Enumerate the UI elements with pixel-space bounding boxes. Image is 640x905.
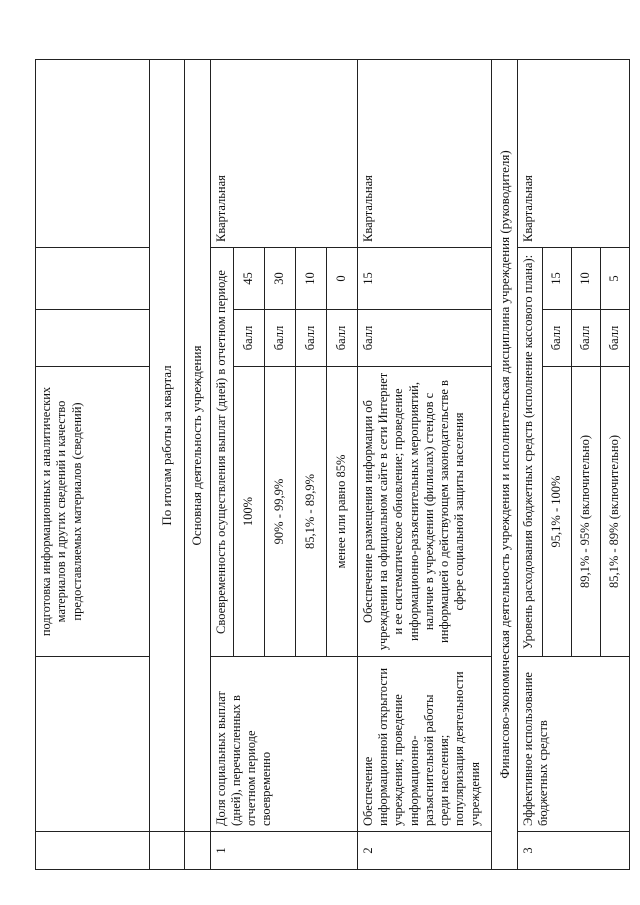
points-cell: 15 — [357, 248, 492, 310]
section-main: Основная деятельность учреждения — [185, 60, 211, 832]
table-row — [210, 60, 233, 870]
indicator-cell: Доля социальных выплат (дней), перечисленных в отчетном периоде своевременно — [210, 657, 357, 832]
indicator-cell: Обеспечение информационной открытости учреждения; проведение информационно-разъяснительной работы среди населения; популяризация деятельности учреждения — [357, 657, 492, 832]
section-finance: Финансово-экономическая деятельность учреждения и исполнительская дисциплина учреждения (руководителя) — [492, 60, 518, 870]
level-points: 30 — [264, 248, 295, 310]
table-row — [492, 60, 518, 870]
level-points: 0 — [326, 248, 357, 310]
level-points: 10 — [571, 248, 600, 310]
criterion-head: Уровень расходования бюджетных средств (исполнение кассового плана): — [518, 248, 543, 657]
criterion-head: Своевременность осуществления выплат (дней) в отчетном периоде — [210, 248, 233, 657]
level-unit: балл — [264, 310, 295, 367]
table-row — [36, 60, 150, 870]
row-number: 3 — [518, 832, 630, 870]
level-points: 15 — [543, 248, 572, 310]
criteria-table — [35, 59, 630, 870]
row-number: 1 — [210, 832, 357, 870]
level-condition: 85,1% - 89,9% — [295, 367, 326, 657]
level-condition: 90% - 99,9% — [264, 367, 295, 657]
table-row — [185, 60, 211, 870]
level-unit: балл — [571, 310, 600, 367]
level-unit: балл — [600, 310, 629, 367]
level-unit: балл — [295, 310, 326, 367]
level-points: 45 — [233, 248, 264, 310]
level-condition: 100% — [233, 367, 264, 657]
level-unit: балл — [326, 310, 357, 367]
level-condition: 95,1% - 100% — [543, 367, 572, 657]
table-row — [518, 60, 543, 870]
level-unit: балл — [543, 310, 572, 367]
table-row — [149, 60, 184, 870]
level-points: 10 — [295, 248, 326, 310]
periodicity-cell: Квартальная — [518, 60, 630, 248]
level-unit: балл — [233, 310, 264, 367]
criterion-cell: подготовка информационных и аналитических материалов и других сведений и качество предоставляемых материалов (сведений) — [36, 367, 150, 657]
level-condition: 89,1% - 95% (включительно) — [571, 367, 600, 657]
criterion-cell: Обеспечение размещения информации об учреждении на официальном сайте в сети Интернет и ее систематическое обновление; проведение информационно-разъяснительных мероприятий, наличие в учреждении (филиалах) стендов с информацией о действующем законодательстве в сфере социальной защиты населения — [357, 367, 492, 657]
level-condition: менее или равно 85% — [326, 367, 357, 657]
indicator-cell: Эффективное использование бюджетных средств — [518, 657, 630, 832]
level-points: 5 — [600, 248, 629, 310]
row-number: 2 — [357, 832, 492, 870]
level-condition: 85,1% - 89% (включительно) — [600, 367, 629, 657]
section-period: По итогам работы за квартал — [149, 60, 184, 832]
unit-cell: балл — [357, 310, 492, 367]
table-row — [357, 60, 492, 870]
periodicity-cell: Квартальная — [357, 60, 492, 248]
periodicity-cell: Квартальная — [210, 60, 357, 248]
rotated-table-area — [35, 60, 630, 870]
